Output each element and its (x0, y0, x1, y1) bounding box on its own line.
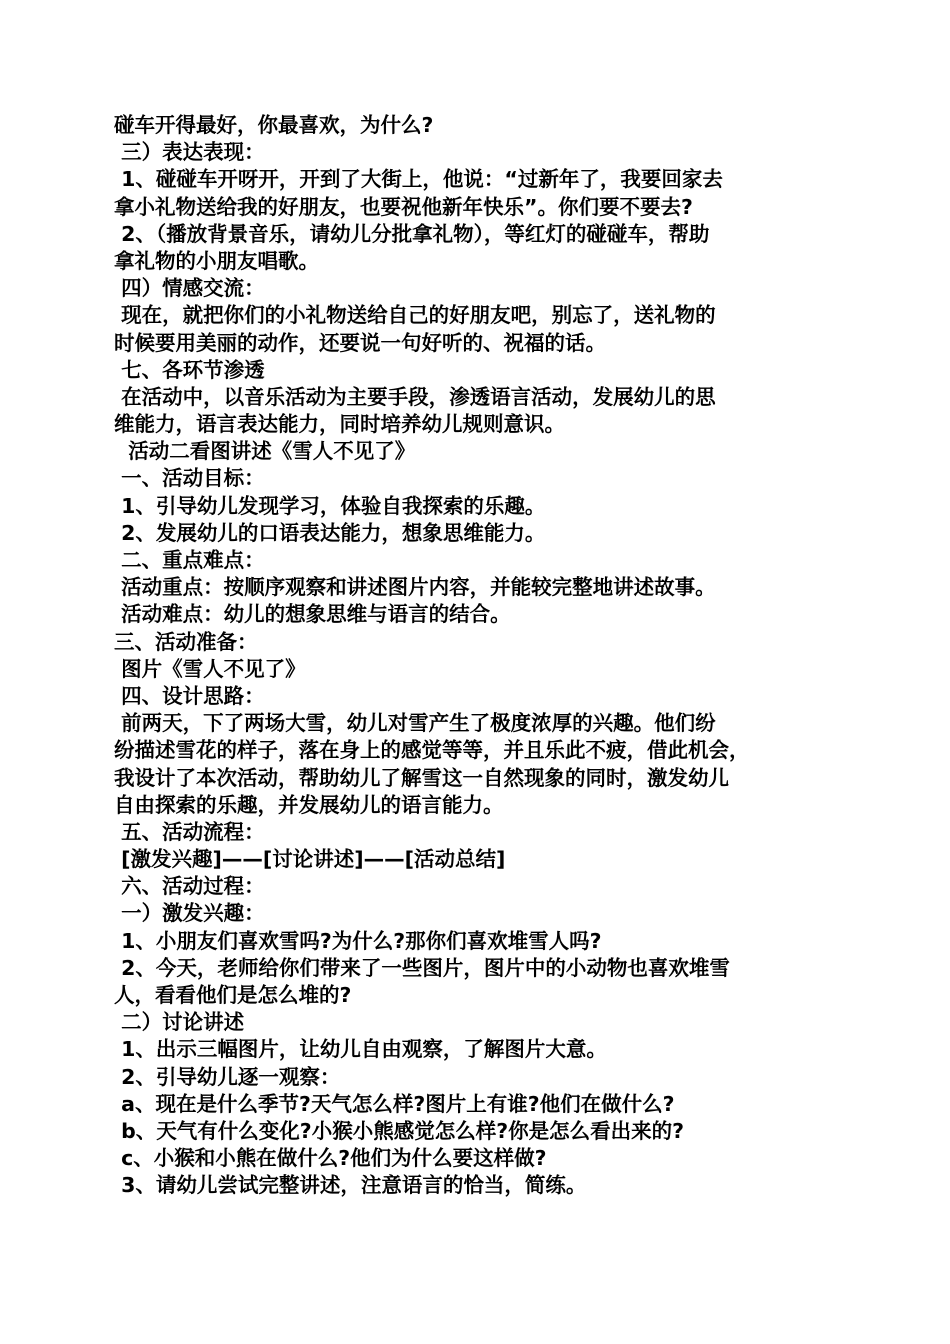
text-line: 碰车开得最好，你最喜欢，为什么? (114, 113, 434, 137)
text-line: 二）讨论讲述 (114, 1010, 245, 1035)
text-line: 四）情感交流： (114, 276, 265, 301)
text-line: 活动二看图讲述《雪人不见了》 (114, 439, 416, 464)
text-line: 2、（播放背景音乐，请幼儿分批拿礼物），等红灯的碰碰车，帮助 (114, 221, 710, 246)
text-line: 自由探索的乐趣，并发展幼儿的语言能力。 (114, 792, 504, 817)
text-line: a、现在是什么季节?天气怎么样?图片上有谁?他们在做什么? (114, 1091, 675, 1116)
text-line: 前两天，下了两场大雪，幼儿对雪产生了极度浓厚的兴趣。他们纷 (114, 711, 716, 736)
text-line: 我设计了本次活动，帮助幼儿了解雪这一自然现象的同时，激发幼儿 (114, 765, 729, 790)
text-line: 3、请幼儿尝试完整讲述，注意语言的恰当，简练。 (114, 1173, 587, 1198)
text-line: 2、发展幼儿的口语表达能力，想象思维能力。 (114, 520, 546, 545)
text-line: 三）表达表现： (114, 140, 265, 165)
text-line: 活动难点：幼儿的想象思维与语言的结合。 (114, 602, 511, 627)
text-line: 拿小礼物送给我的好朋友，也要祝他新年快乐”。你们要不要去? (114, 194, 693, 219)
text-line: 一）激发兴趣： (114, 901, 265, 926)
text-line: 四、设计思路： (114, 683, 265, 708)
text-line: 现在，就把你们的小礼物送给自己的好朋友吧，别忘了，送礼物的 (114, 303, 716, 328)
text-line: 五、活动流程： (114, 819, 265, 844)
text-line: [激发兴趣]——[讨论讲述]——[活动总结] (114, 847, 506, 872)
text-line: 2、引导幼儿逐一观察： (114, 1064, 341, 1089)
text-line: b、天气有什么变化?小猴小熊感觉怎么样?你是怎么看出来的? (114, 1118, 684, 1143)
text-line: 1、小朋友们喜欢雪吗?为什么?那你们喜欢堆雪人吗? (114, 928, 602, 953)
text-line: 图片《雪人不见了》 (114, 656, 306, 681)
text-line: 人，看看他们是怎么堆的? (114, 983, 352, 1007)
text-line: 七、各环节渗透 (114, 357, 265, 382)
text-line: 二、重点难点： (114, 548, 265, 572)
text-line: 维能力，语言表达能力，同时培养幼儿规则意识。 (114, 412, 565, 437)
text-line: 1、碰碰车开呀开，开到了大街上，他说：“过新年了，我要回家去 (114, 167, 723, 192)
text-line: 在活动中，以音乐活动为主要手段，渗透语言活动，发展幼儿的思 (114, 384, 716, 409)
text-line: 2、今天，老师给你们带来了一些图片，图片中的小动物也喜欢堆雪 (114, 955, 730, 980)
text-line: 1、引导幼儿发现学习，体验自我探索的乐趣。 (114, 493, 546, 518)
text-line: 六、活动过程： (114, 874, 265, 899)
text-line: 活动重点：按顺序观察和讲述图片内容，并能较完整地讲述故事。 (114, 575, 716, 600)
text-line: 三、活动准备： (114, 629, 258, 654)
text-line: 1、出示三幅图片，让幼儿自由观察，了解图片大意。 (114, 1037, 607, 1062)
document-page (114, 112, 854, 1200)
text-line: 纷描述雪花的样子，落在身上的感觉等等，并且乐此不疲，借此机会， (114, 738, 750, 763)
text-line: 一、活动目标： (114, 466, 265, 491)
text-line: 拿礼物的小朋友唱歌。 (114, 248, 319, 273)
text-line: c、小猴和小熊在做什么?他们为什么要这样做? (114, 1146, 547, 1171)
text-line: 时候要用美丽的动作，还要说一句好听的、祝福的话。 (114, 330, 606, 355)
